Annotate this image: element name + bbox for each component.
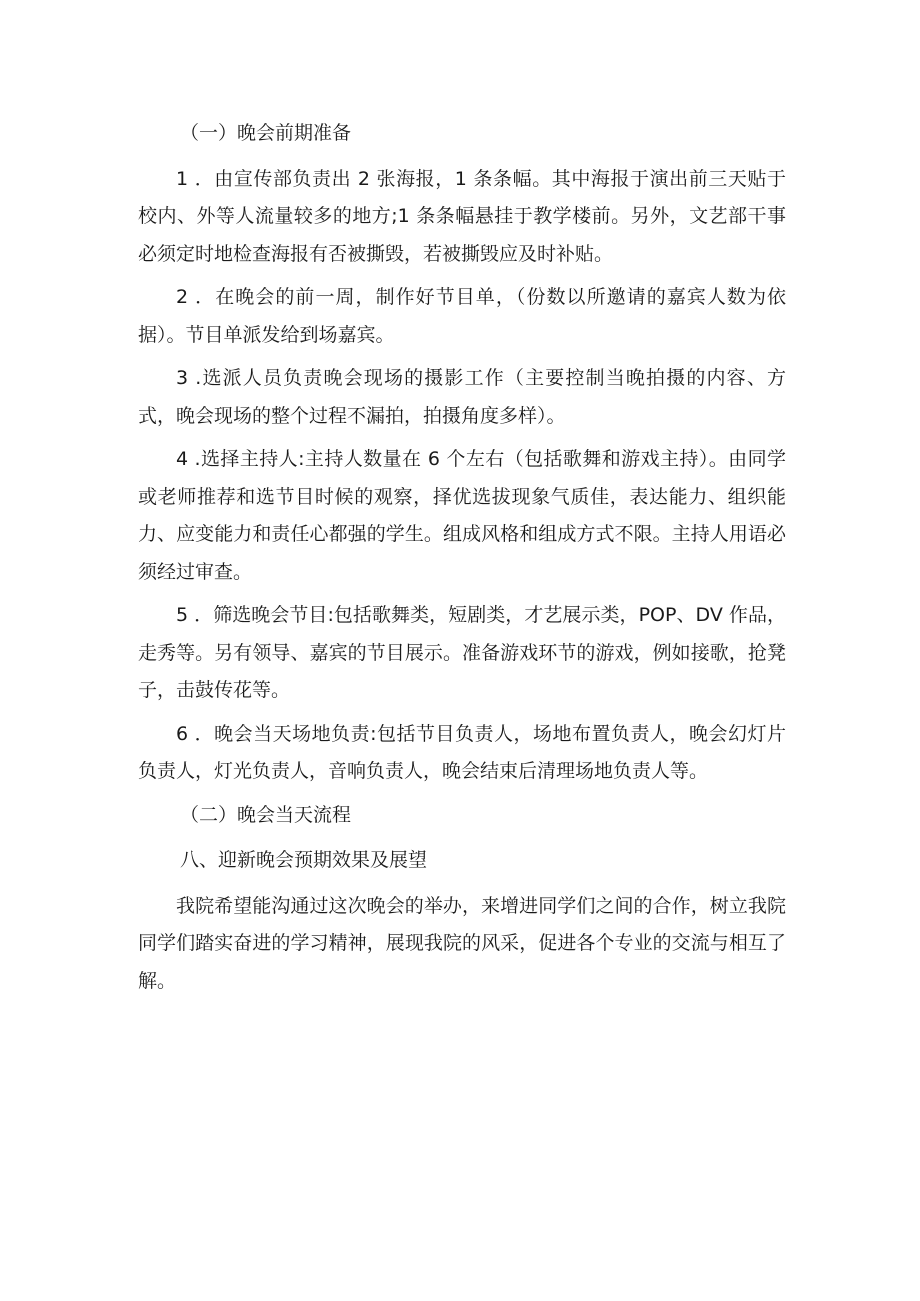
section-heading-preparation: （一）晚会前期准备: [180, 122, 352, 144]
paragraph-item-1: 1 ．由宣传部负责出 2 张海报，1 条条幅。其中海报于演出前三天贴于校内、外等人流量较多的地方;1 条条幅悬挂于教学楼前。另外，文艺部干事必须定时地检查海报有否被撕毁，若被撕毁应及时补贴。: [138, 167, 786, 265]
section-heading-day-process: （二）晚会当天流程: [180, 803, 352, 826]
paragraph-item-2: 2 ．在晚会的前一周，制作好节目单，（份数以所邀请的嘉宾人数为依据）。节目单派发给到场嘉宾。: [138, 286, 786, 346]
document-body: [138, 115, 786, 1006]
section-heading-expected-effect: 八、迎新晚会预期效果及展望: [180, 849, 428, 871]
paragraph-item-6: 6 ．晚会当天场地负责:包括节目负责人，场地布置负责人，晚会幻灯片负责人，灯光负责人，音响负责人，晚会结束后清理场地负责人等。: [138, 722, 786, 782]
paragraph-item-4: 4 .选择主持人:主持人数量在 6 个左右（包括歌舞和游戏主持）。由同学或老师推荐和选节目时候的观察，择优选拔现象气质佳，表达能力、组织能力、应变能力和责任心都强的学生。组成风格和组成方式不限。主持人用语必须经过审查。: [138, 448, 786, 583]
paragraph-conclusion: 我院希望能沟通过这次晚会的举办，来增进同学们之间的合作，树立我院同学们踏实奋进的学习精神，展现我院的风采，促进各个专业的交流与相互了解。: [138, 894, 786, 992]
paragraph-item-3: 3 .选派人员负责晚会现场的摄影工作（主要控制当晚拍摄的内容、方式，晚会现场的整个过程不漏拍，拍摄角度多样）。: [138, 367, 786, 427]
paragraph-item-5: 5 ．筛选晚会节目:包括歌舞类，短剧类，才艺展示类，POP、DV 作品，走秀等。另有领导、嘉宾的节目展示。准备游戏环节的游戏，例如接歌，抢凳子，击鼓传花等。: [138, 604, 786, 701]
